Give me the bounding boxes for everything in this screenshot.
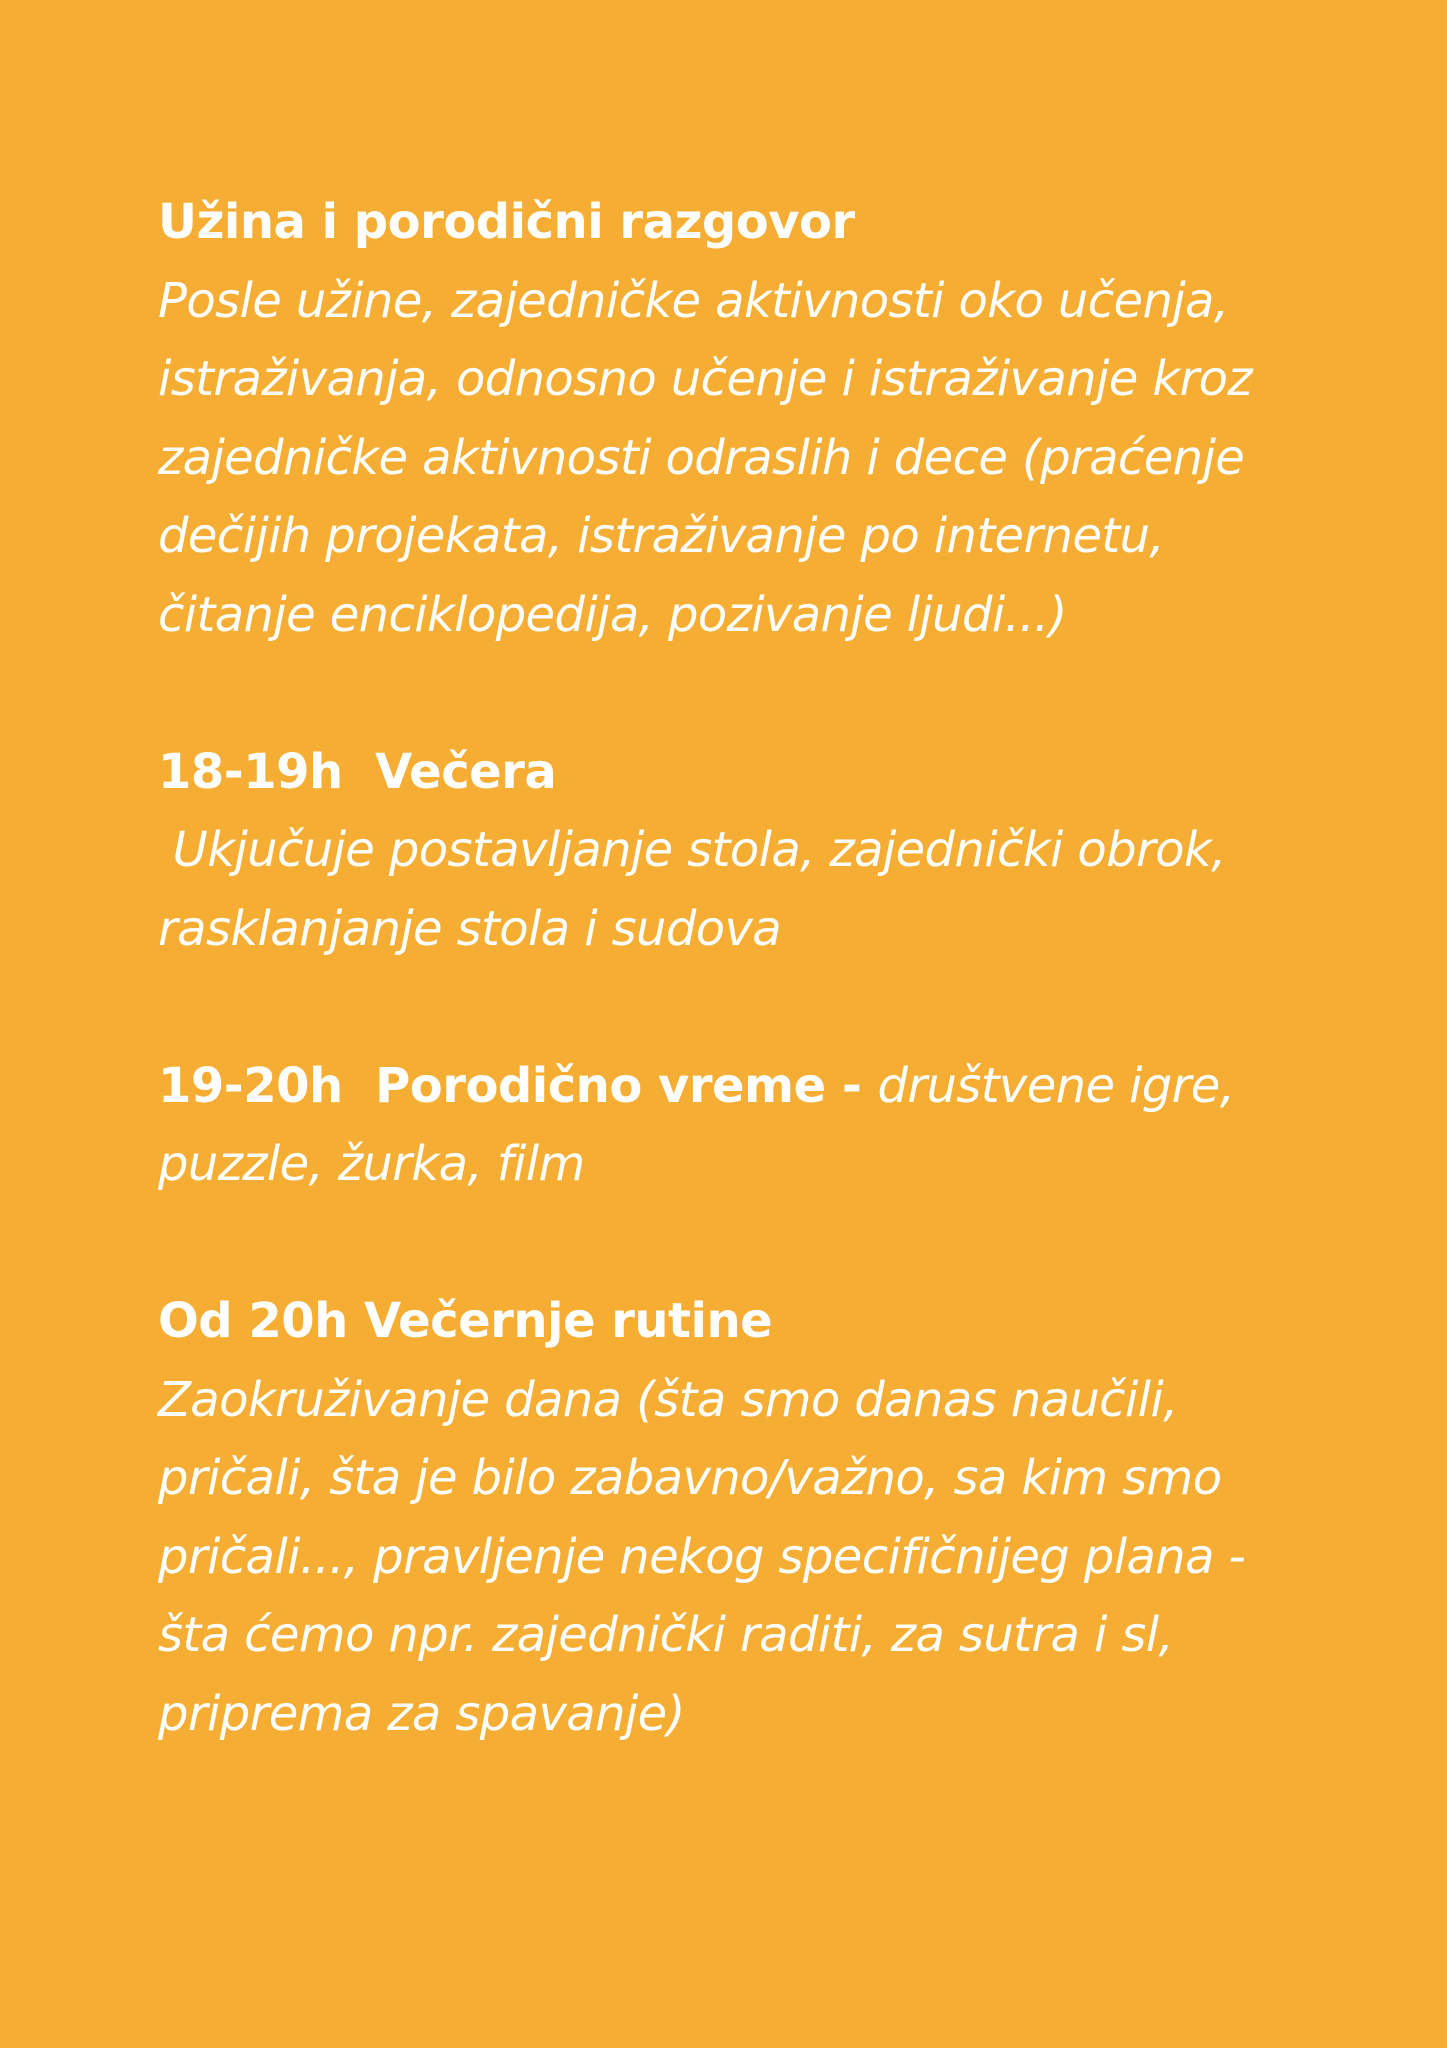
section-evening-routines	[158, 1282, 1327, 1753]
section-snack-family-talk	[158, 183, 1327, 654]
section-body: Ukjučuje postavljanje stola, zajednički obrok, rasklanjanje stola i sudova	[158, 822, 1241, 957]
section-heading: Od 20h Večernje rutine	[158, 1293, 773, 1349]
section-heading: 19-20h Porodično vreme -	[158, 1057, 878, 1114]
section-heading: 18-19h Večera	[158, 743, 557, 800]
section-body: društvene igre, puzzle, žurka, film	[158, 1057, 1235, 1192]
section-family-time	[158, 1047, 1327, 1204]
section-body: Posle užine, zajedničke aktivnosti oko učenja, istraživanja, odnosno učenje i istraživanje kroz zajedničke aktivnosti odraslih i dece (praćenje dečijih projekata, istraživanje po internetu, čitanje enciklopedija, pozivanje ljudi...)	[158, 272, 1253, 643]
section-body: Zaokruživanje dana (šta smo danas naučili, pričali, šta je bilo zabavno/važno, sa kim smo pričali..., pravljenje nekog specifičnijeg plana - šta ćemo npr. zajednički raditi, za sutra i sl, priprema za spavanje)	[158, 1371, 1246, 1742]
section-dinner	[158, 733, 1327, 969]
section-heading: Užina i porodični razgovor	[158, 194, 855, 250]
